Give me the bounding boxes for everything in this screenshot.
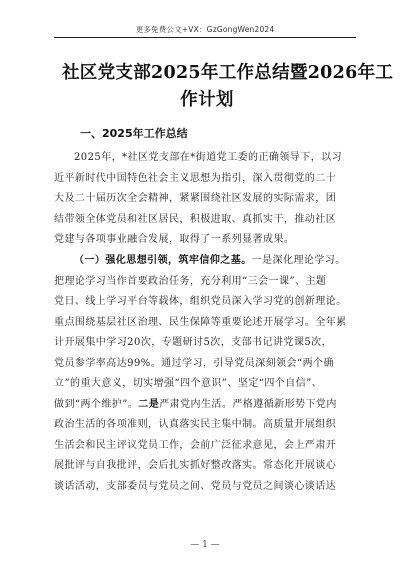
paragraph-thought-leadership — [54, 251, 358, 497]
paragraph-line: 大及二十届历次全会精神，紧紧围绕社区发展的实际需求，团 — [54, 193, 337, 204]
paragraph-line: 生活会和民主评议党员工作，会前广泛征求意见，会上严肃开 — [54, 439, 337, 451]
paragraph-line: 政治生活的各项准则，认真落实民主集中制。高质量开展组织 — [54, 419, 337, 430]
paragraph-intro — [54, 148, 358, 251]
paragraph-text: 做到“两个维护”。 — [54, 398, 139, 410]
paragraph-line: 党日、线上学习平台等载体，组织党员深入学习党的创新理论。 — [54, 296, 347, 307]
paragraph-line: 结带领全体党员和社区居民，积极进取、真抓实干，推动社区 — [54, 213, 337, 225]
document-title — [62, 60, 394, 114]
paragraph-line: 近平新时代中国特色社会主义思想为指引，深入贯彻党的二十 — [54, 172, 337, 184]
inline-bold-label: 二是 — [138, 398, 160, 410]
paragraph-line: 重点围绕基层社区治理、民生保障等重要论述开展学习。全年累 — [54, 316, 347, 328]
title-line: 作计划 — [180, 90, 234, 110]
paragraph-line: 计开展集中学习20次，专题研讨5次，支部书记讲党课5次， — [54, 337, 333, 348]
paragraph-line: 把理论学习当作首要政治任务，充分利用“三会一课”、主题 — [54, 275, 327, 287]
section-heading: 一、2025年工作总结 — [80, 127, 188, 140]
paragraph-line: 展批评与自我批评，会后扎实抓好整改落实。常态化开展谈心 — [54, 460, 337, 471]
paragraph-text: 严肃党内生活。严格遵循新形势下党内 — [159, 398, 337, 410]
paragraph-line — [54, 251, 358, 272]
title-line: 社区党支部2025年工作总结暨2026年工 — [62, 63, 394, 83]
subsection-heading: （一）强化思想引领，筑牢信仰之基。 — [74, 255, 252, 266]
paragraph-line: 谈话活动，支部委员与党员之间、党员与党员之间谈心谈话达 — [54, 480, 337, 492]
paragraph-line: 党建与各项事业融合发展，取得了一系列显著成果。 — [54, 234, 295, 245]
paragraph-line: 立”的重大意义，切实增强“四个意识”、坚定“四个自信”、 — [54, 378, 323, 389]
paragraph-line: 2025年，*社区党支部在*街道党工委的正确领导下，以习 — [74, 152, 343, 163]
page-header: 更多免费公文+VX：GzGongWen2024 — [135, 25, 275, 34]
paragraph-line — [54, 395, 358, 416]
header-divider — [54, 37, 356, 38]
page-number: — 1 — — [190, 540, 220, 550]
paragraph-line: 党员参学率高达99%。通过学习，引导党员深刻领会“两个确 — [54, 357, 334, 369]
paragraph-text: 一是深化理论学习。 — [251, 255, 346, 266]
